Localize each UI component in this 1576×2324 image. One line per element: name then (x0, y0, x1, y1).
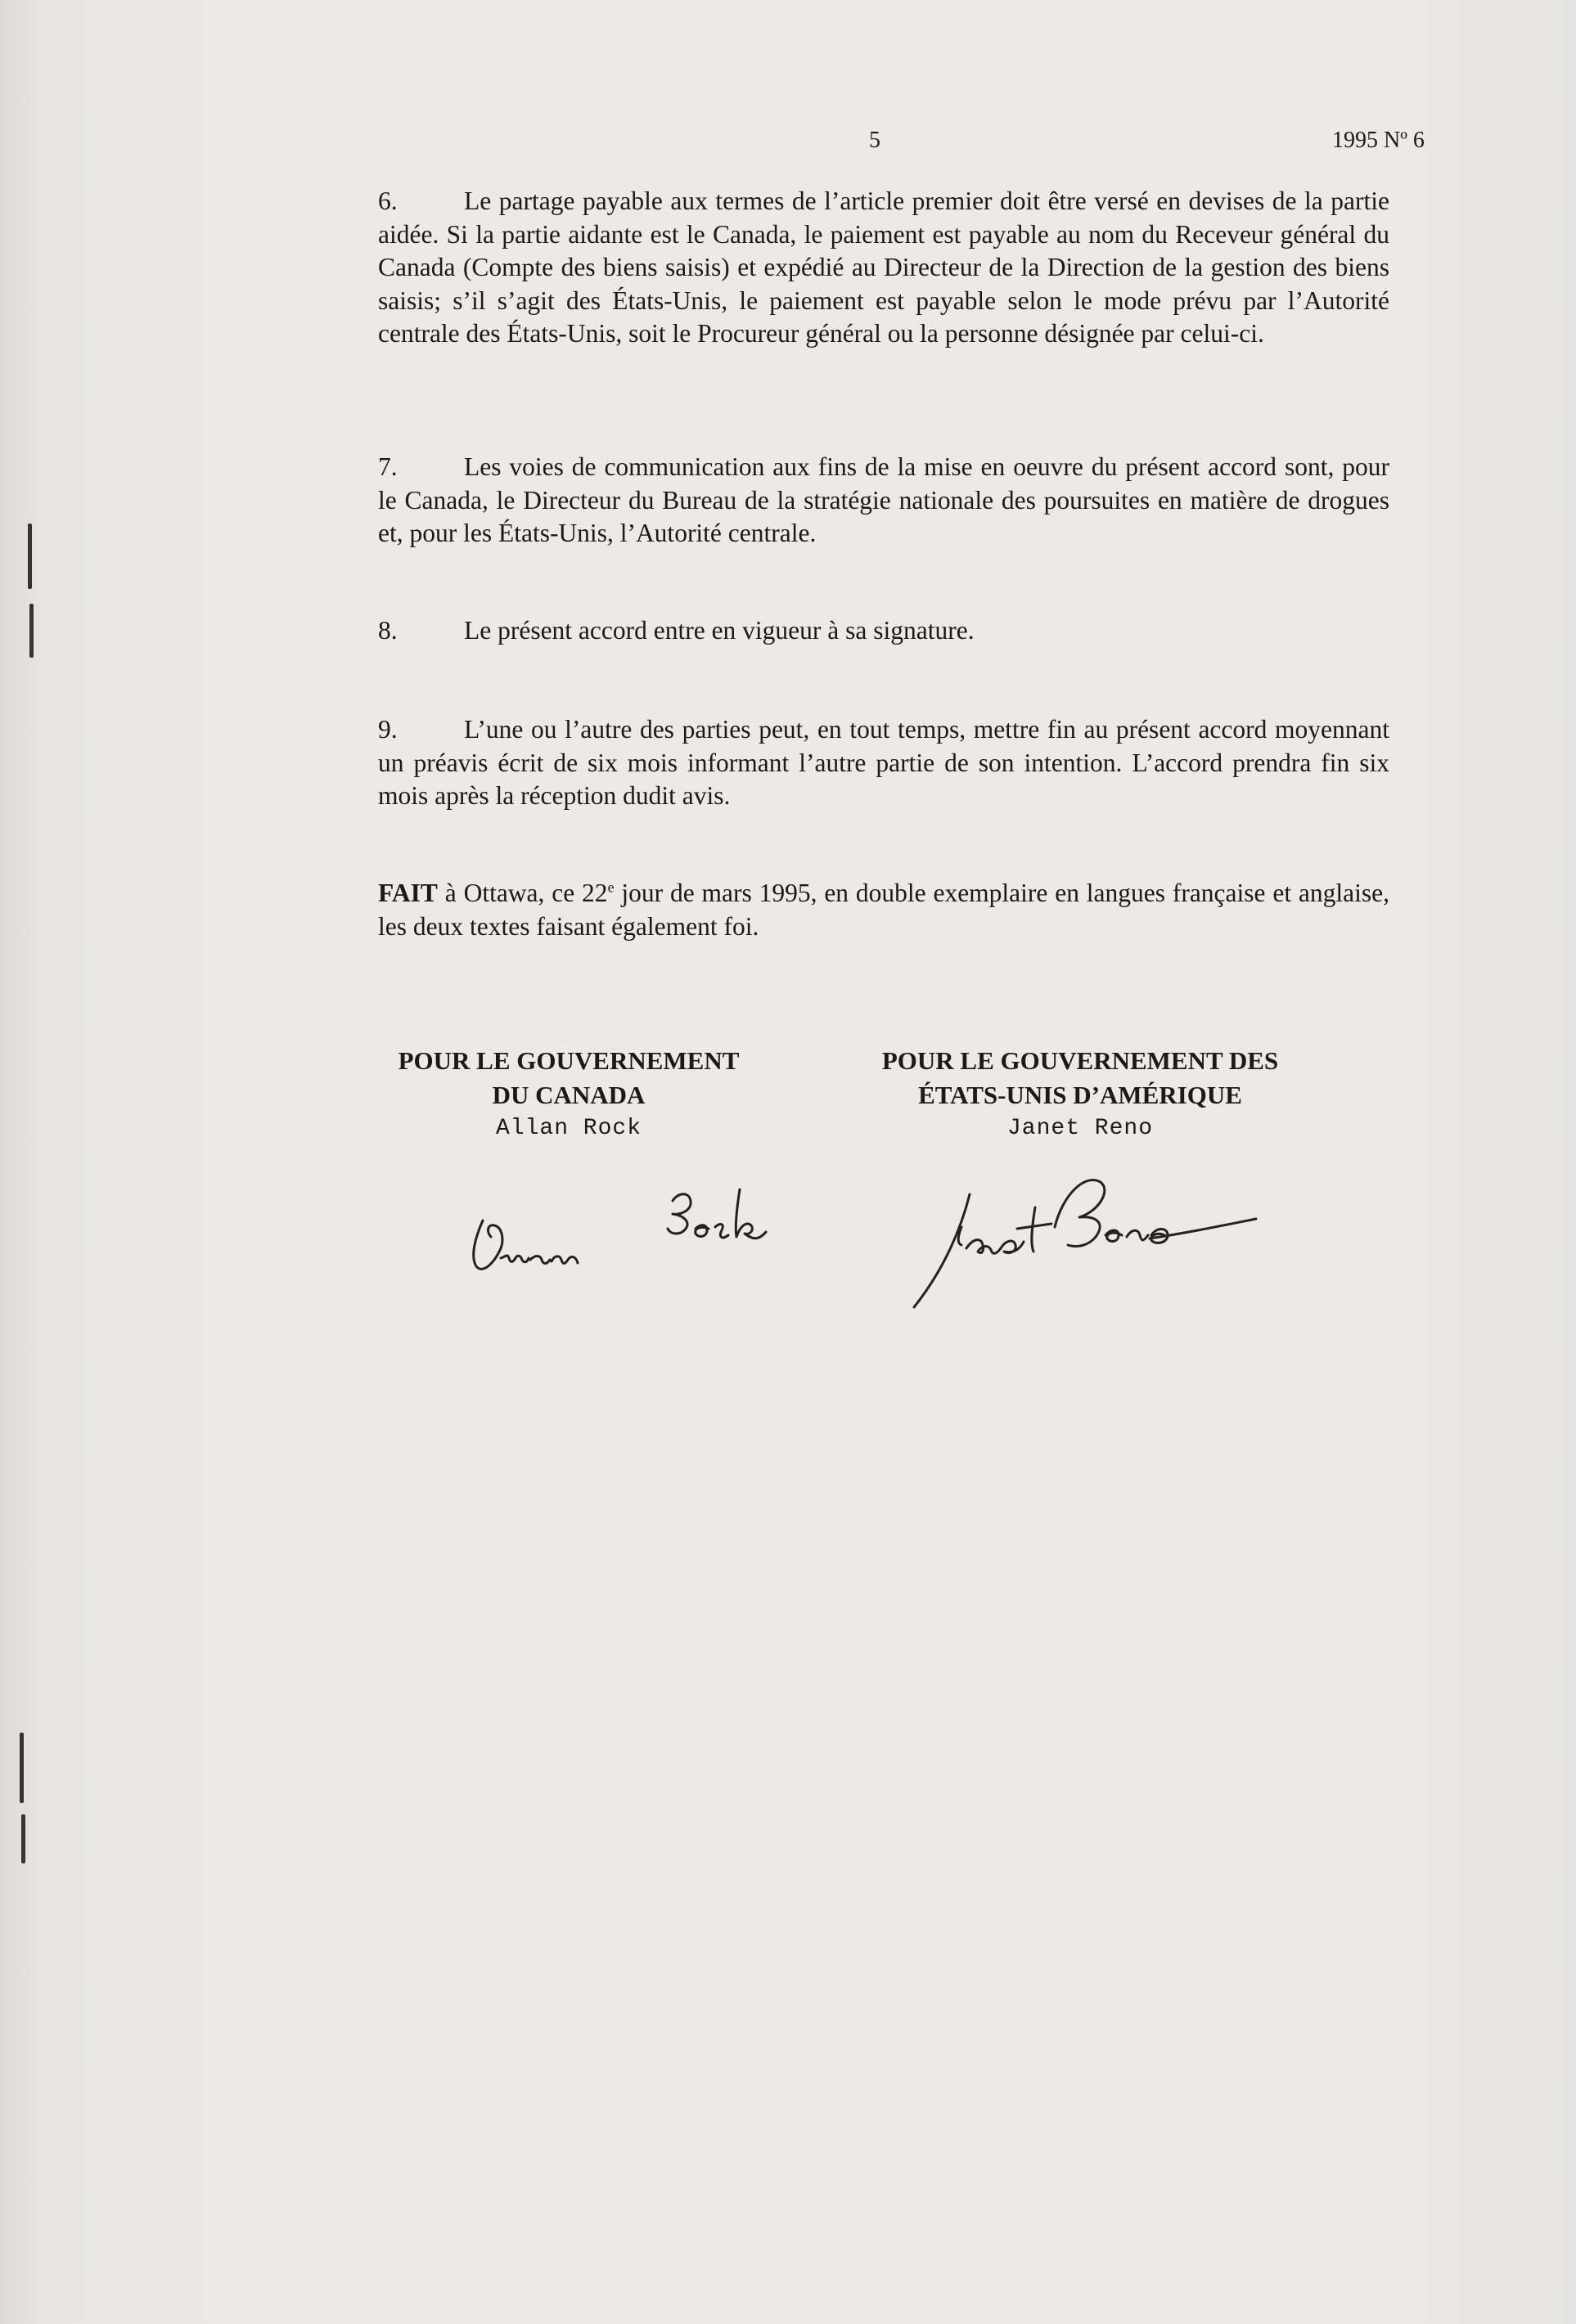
paragraph-number: 8. (378, 616, 398, 645)
paragraph-number: 7. (378, 452, 398, 481)
paragraph-8 (378, 614, 1389, 648)
signatory-name: Janet Reno (1006, 1116, 1154, 1141)
signature-block-usa (839, 1044, 1322, 1145)
fait-keyword: FAIT (378, 879, 438, 907)
signatory-title-line2: ÉTATS-UNIS D’AMÉRIQUE (918, 1081, 1242, 1109)
fait-text-end: jour de mars 1995, en double exemplaire en langues française et anglaise, les deux textes faisant également foi. (378, 879, 1389, 941)
paragraph-number: 6. (378, 187, 398, 215)
handwritten-signature-usa (904, 1170, 1264, 1317)
page-number: 5 (869, 128, 880, 153)
paragraph-text: Le présent accord entre en vigueur à sa signature. (464, 616, 975, 645)
signatory-title-line1: POUR LE GOUVERNEMENT (398, 1046, 740, 1075)
paragraph-text: Les voies de communication aux fins de la mise en oeuvre du présent accord sont, pour le Canada, le Directeur du Bureau de la stratégie nationale des poursuites en matière de drogues et, pour les États-Unis, l’Autorité centrale. (378, 452, 1389, 547)
staple-bottom (20, 1733, 24, 1803)
staple-top (28, 524, 32, 589)
paragraph-fait (378, 877, 1389, 943)
staple-bottom-lower (21, 1814, 25, 1863)
paragraph-9 (378, 713, 1389, 813)
paragraph-number: 9. (378, 715, 398, 744)
ordinal-superscript: e (607, 879, 615, 896)
paragraph-6 (378, 185, 1389, 351)
handwritten-signature-canada (458, 1178, 786, 1284)
paragraph-text: Le partage payable aux termes de l’article premier doit être versé en devises de la partie aidée. Si la partie aidante est le Canada, le paiement est payable au nom du Receveur général du Canada (Compte des biens saisis) et expédié au Directeur de la Direction de la gestion des biens saisis; s’il s’agit des États-Unis, le paiement est payable selon le mode prévu par l’Autorité centrale des États-Unis, soit le Procureur général ou la personne désignée par celui-ci. (378, 187, 1389, 348)
paragraph-text: L’une ou l’autre des parties peut, en tout temps, mettre fin au présent accord moyennant un préavis écrit de six mois informant l’autre partie de son intention. L’accord prendra fin six mois après la réception dudit avis. (378, 715, 1389, 810)
signatory-title-line1: POUR LE GOUVERNEMENT DES (881, 1046, 1279, 1075)
fait-text-start: à Ottawa, ce 22 (437, 879, 608, 907)
signatory-title-line2: DU CANADA (492, 1081, 646, 1109)
signature-block-canada (368, 1044, 769, 1145)
paragraph-7 (378, 451, 1389, 551)
signatory-name: Allan Rock (495, 1116, 642, 1141)
document-reference: 1995 Nº 6 (1332, 128, 1425, 153)
staple-top-lower (29, 604, 34, 658)
